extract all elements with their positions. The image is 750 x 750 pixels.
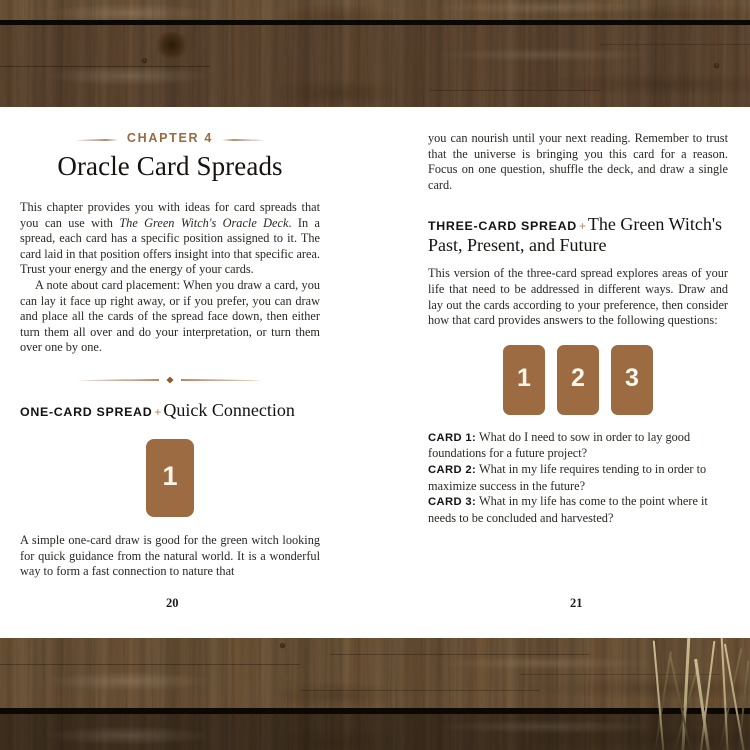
wood-backdrop-top: [0, 0, 750, 110]
chapter-label: CHAPTER 4: [126, 131, 214, 145]
nail-head: [142, 58, 147, 62]
dried-grass-stalks: [645, 638, 750, 750]
one-card-spread-diagram: [20, 439, 320, 517]
paragraph-continuation: you can nourish until your next reading. Remember to trust that the universe is bringing you this card for a reason. Focus on one question, shuffle the deck, and draw a single card.: [428, 131, 728, 192]
page-number-right: 21: [570, 596, 583, 610]
spread-name: Quick Connection: [163, 399, 295, 420]
wood-knot: [155, 32, 189, 58]
oracle-card-2: 2: [557, 345, 599, 415]
plus-separator-icon: +: [154, 404, 162, 419]
card-question-text: What in my life requires tending to in order to maximize success in the future?: [428, 461, 707, 493]
three-card-spread-diagram: [428, 345, 728, 415]
oracle-card-3: 3: [611, 345, 653, 415]
nail-head: [280, 643, 285, 647]
card-question-label: CARD 1:: [428, 431, 477, 444]
oracle-card-1: 1: [503, 345, 545, 415]
paragraph-intro: This chapter provides you with ideas for card spreads that you can use with The Green Witch's Oracle Deck. In a spread, each card has a specific position assigned to it. The card laid in that position offers insight into that specific area. Trust your energy and the energy of your cards.: [20, 200, 320, 277]
card-question-label: CARD 2:: [428, 463, 477, 476]
nail-head: [714, 63, 719, 67]
page-number-left: 20: [166, 596, 179, 610]
spread-name: The Green Witch's Past, Present, and Future: [428, 214, 723, 256]
page-title: Oracle Card Spreads: [57, 151, 283, 181]
spread-kicker: THREE-CARD SPREAD: [428, 219, 577, 234]
ornament-rule-right-icon: [222, 137, 264, 140]
card-question-2: [428, 462, 728, 494]
chapter-kicker: [20, 131, 320, 145]
left-page-column: [20, 107, 320, 580]
paragraph-card-placement: A note about card placement: When you draw a card, you can lay it face up right away, or if you prefer, you can draw and place all the cards of the spread face down, then either turn them all over and do your interpretation, or turn them over one by one.: [20, 277, 320, 355]
card-question-list: [428, 430, 728, 527]
wood-backdrop-bottom: [0, 638, 750, 750]
spread-heading-three-card: [428, 215, 728, 256]
section-divider-ornament-icon: [75, 373, 265, 387]
spread-kicker: ONE-CARD SPREAD: [20, 404, 153, 419]
right-page-column: [428, 107, 728, 526]
spread-heading-one-card: [20, 401, 320, 422]
card-question-text: What in my life has come to the point where it needs to be concluded and harvested?: [428, 494, 708, 525]
card-question-text: What do I need to sow in order to lay good foundations for a future project?: [428, 429, 691, 461]
oracle-card-1: 1: [146, 439, 194, 517]
paragraph-three-card-intro: This version of the three-card spread explores areas of your life that need to be addressed in different ways. Draw and lay out the cards according to your preference, then consider how that card provides answers to the following questions:: [428, 266, 728, 328]
paragraph-one-card-description: A simple one-card draw is good for the green witch looking for quick guidance from the natural world. It is a wonderful way to form a fast connection to nature that: [20, 532, 320, 579]
ornament-rule-left-icon: [76, 137, 118, 140]
book-title-italic: The Green Witch's Oracle Deck: [119, 215, 289, 230]
card-question-1: [428, 430, 728, 462]
card-question-label: CARD 3:: [428, 496, 477, 509]
card-question-3: [428, 494, 728, 526]
plus-separator-icon: +: [578, 219, 586, 234]
open-book-page: [0, 107, 750, 638]
